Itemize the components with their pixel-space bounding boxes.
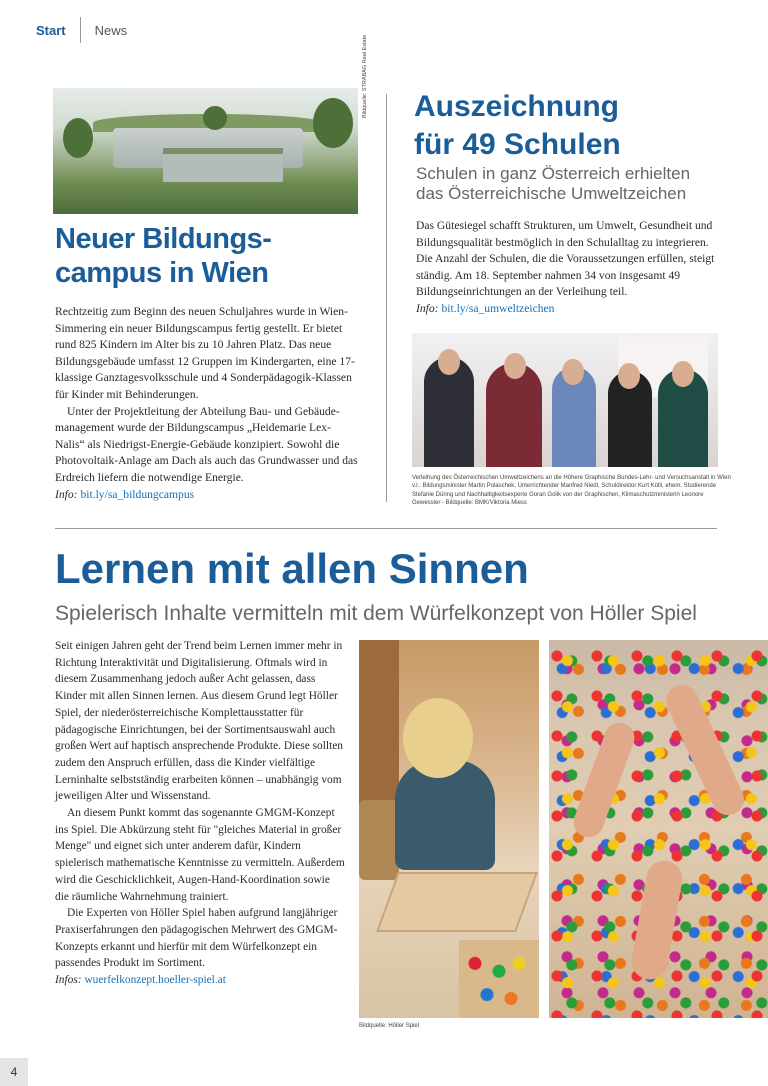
nav-news-link[interactable]: News <box>94 22 128 38</box>
campus-image-credit: Bildquelle: STRABAG Real Estate <box>362 34 368 118</box>
award-headline-line2: für 49 Schulen <box>414 128 621 161</box>
award-photo-head <box>672 361 694 387</box>
award-info-link[interactable]: bit.ly/sa_umweltzeichen <box>441 301 555 315</box>
campus-info-link[interactable]: bit.ly/sa_bildungcampus <box>80 487 195 501</box>
award-headline-line1: Auszeichnung <box>414 90 620 123</box>
girl-playing-photo <box>359 640 539 1018</box>
award-photo <box>412 333 718 467</box>
nav-start-link[interactable]: Start <box>36 22 66 38</box>
holler-image-credit: Bildquelle: Höller Spiel <box>359 1023 420 1029</box>
award-photo-head <box>504 353 526 379</box>
lernen-info-label: Infos: <box>55 974 82 987</box>
nav-divider <box>80 17 81 43</box>
hands-photo-hand <box>569 718 638 841</box>
campus-paragraph: Unter der Projektleitung der Abteilung Bau- und Gebäudemanagement wurde der Bildungscampus „Heidemarie Lex-Nalis“ als Niedrigst-Energie-Gebäude konzipiert. Sowohl die Photovoltaik-Anlage am Dach als auch das Grundwasser und das Erdreich liefern die notwendige Energie. <box>55 404 358 484</box>
lernen-info-line <box>55 972 345 989</box>
award-info-label: Info: <box>416 301 439 315</box>
lernen-headline: Lernen mit allen Sinnen <box>55 545 529 592</box>
lernen-info-link[interactable]: wuerfelkonzept.hoeller-spiel.at <box>84 974 226 987</box>
girl-photo-board <box>376 872 538 932</box>
hands-photo-hand <box>661 680 749 820</box>
campus-photo-tree <box>203 106 227 130</box>
award-subtitle <box>416 164 736 204</box>
award-subtitle-line2: das Österreichische Umweltzeichen <box>416 184 687 203</box>
award-paragraph: Das Gütesiegel schafft Strukturen, um Umwelt, Gesundheit und Bildungsqualität bestmöglich in den Schulalltag zu integrieren. Die Anzahl der Schulen, die die Voraussetzungen erfüllen, steigt ständig. Am 18. September nahmen 34 von insgesamt 49 Bildungseinrichtungen an der Verleihung teil. <box>416 219 715 299</box>
column-divider <box>386 94 387 502</box>
lernen-paragraph: Die Experten von Höller Spiel haben aufgrund langjähriger Praxiserfahrungen den pädagogischen Mehrwert des GMGM-Konzepts erkannt und hierfür mit dem Würfelkonzept ein passendes Produkt im Sortiment. <box>55 907 338 970</box>
campus-headline-line1: Neuer Bildungs- <box>55 223 272 255</box>
campus-info-line <box>55 487 360 504</box>
campus-photo <box>53 88 358 214</box>
top-navigation <box>36 18 127 42</box>
section-divider <box>55 528 717 529</box>
campus-info-label: Info: <box>55 487 78 501</box>
award-subtitle-line1: Schulen in ganz Österreich erhielten <box>416 164 691 183</box>
campus-paragraph: Rechtzeitig zum Beginn des neuen Schuljahres wurde in Wien-Simmering ein neuer Bildungscampus fertig gestellt. Er bietet rund 825 Kindern im Alter bis zu 10 Jahren Platz. Das neue Bildungsgebäude umfasst 12 Gruppen im Kindergarten, eine 17-klassige Ganztagesvolksschule und 4 Sonderpädagogik-Klassen für Kinder mit Behinderungen. <box>55 305 355 401</box>
award-photo-caption: Verleihung des Österreichischen Umweltzeichens an die Höhere Graphische Bundes-Lehr- und Versuchsanstalt in Wien v.l.: Bildungsminister Martin Polaschek, Unterrichtender Manfred Niedl, Schuldirektor Kurt Kölli, ehem. Studierende Stefanie Düring und Nachhaltigkeitsexperte Goran Golik von der Graphischen, Klimaschutzministerin Leonore Gewessler - Bildquelle: BMK/Viktoria Miess <box>412 475 731 507</box>
girl-photo-basket <box>359 800 399 880</box>
award-info-line <box>416 301 716 318</box>
campus-photo-tree <box>63 118 93 158</box>
page-number: 4 <box>0 1058 28 1086</box>
hands-photo-hand <box>629 858 685 982</box>
award-photo-head <box>438 349 460 375</box>
lernen-article-body <box>55 638 345 989</box>
lernen-subtitle: Spielerisch Inhalte vermitteln mit dem Würfelkonzept von Höller Spiel <box>55 602 697 625</box>
hands-cubes-photo <box>549 640 768 1018</box>
girl-photo-hair <box>403 698 473 778</box>
campus-photo-tree <box>313 98 353 148</box>
campus-headline <box>55 222 355 290</box>
campus-headline-line2: campus in Wien <box>55 257 269 289</box>
lernen-paragraph: An diesem Punkt kommt das sogenannte GMGM-Konzept ins Spiel. Die Abkürzung steht für "gleiches Material in großer Menge" und eignet sich unter anderem dafür, Kindern spielerisch mathematische Kenntnisse zu vermitteln. Außerdem wird die Geschicklichkeit, Augen-Hand-Koordination sowie die räumliche Wahrnehmung trainiert. <box>55 807 345 903</box>
award-photo-head <box>618 363 640 389</box>
campus-photo-building-lower <box>163 148 283 182</box>
award-headline <box>414 88 734 164</box>
campus-article-body <box>55 304 360 503</box>
award-article-body <box>416 218 716 318</box>
award-photo-head <box>562 359 584 385</box>
girl-photo-cubes <box>459 940 539 1018</box>
lernen-paragraph: Seit einigen Jahren geht der Trend beim Lernen immer mehr in Richtung Interaktivität und Digitalisierung. Oftmals wird in diesem Zusammenhang jedoch außer Acht gelassen, dass Kinder mit allen Sinnen lernen. Aus diesem Grund legt Höller Spiel, der niederösterreichische Komplettausstatter für pädagogische Einrichtungen, bei der Sortimentsauswahl auch großen Wert auf haptisch ansprechende Produkte. Diese sollten zudem den Anspruch erfüllen, dass die Kinder vielfältige Lerninhalte selbstständig erarbeiten können – unabhängig vom jeweiligen Alter und Wissenstand. <box>55 640 343 803</box>
